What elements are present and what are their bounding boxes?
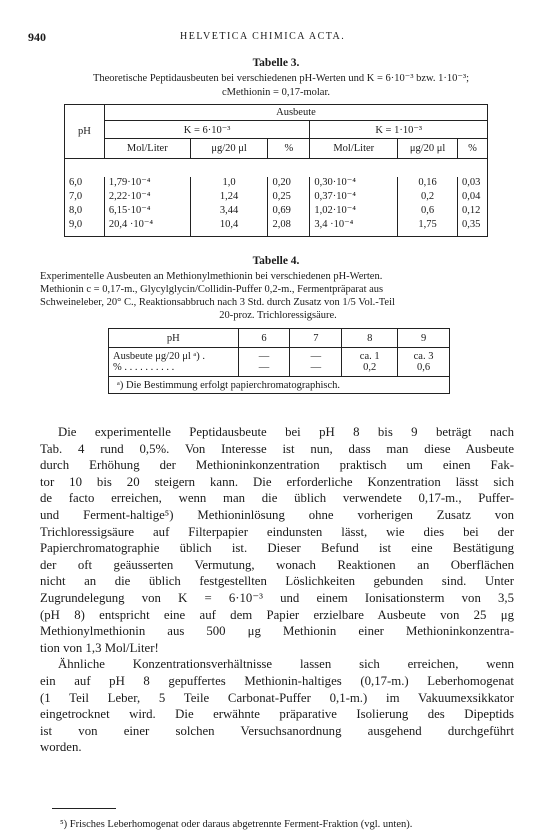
text-line: (1 Teil Leber, 5 Teile Carbonat-Puffer 0,1-m.) im Vakuumexsikkator [40,690,514,705]
running-title: HELVETICA CHIMICA ACTA. [180,31,346,42]
table4 [108,328,450,394]
table3-cell-pct2: 0,12 [457,205,487,219]
text-line: Papierchromatographie üblich ist. Dieser Befund ist eine Bestätigung [40,541,514,556]
table3-sub-mol2: Mol/Liter [310,139,398,159]
table3-cell-mol1: 20,4 ·10⁻⁴ [104,219,190,237]
table-row [109,362,450,377]
table3-cell-ug2: 1,75 [398,219,458,237]
table3-cell-ug2: 0,16 [398,177,458,191]
text-line: Tab. 4 rund 0,5%. Von Interesse ist nun, dass man diese Ausbeute [40,441,514,456]
table3-cell-mol1: 1,79·10⁻⁴ [104,177,190,191]
text-line: Die experimentelle Peptidausbeute bei pH 8 bis 9 beträgt nach [58,425,514,439]
table3-sub-mol1: Mol/Liter [104,139,190,159]
table3-cell-pct2: 0,03 [457,177,487,191]
table4-row1-label: Ausbeute μg/20 μl ᵃ) . [109,348,239,363]
text-line: tor 10 bis 20 steigern kann. Die erforderliche Konzentration lässt sich [40,474,514,489]
table3-header-group2: K = 1·10⁻³ [310,121,488,139]
table-row [65,219,488,237]
table3-cell-pct1: 0,25 [268,191,310,205]
table3-sub-pct1: % [268,139,310,159]
page-number: 940 [28,30,46,44]
text-line: der oft geäusserten Vermutung, wonach Reaktionen an Oberflächen [40,557,514,572]
table4-caption: Tabelle 4. [252,255,300,267]
table4-cell: — [238,348,290,363]
table3-cell-mol2: 0,30·10⁻⁴ [310,177,398,191]
table4-description-line1: Experimentelle Ausbeuten an Methionylmethionin bei verschiedenen pH-Werten. [40,271,383,282]
table4-cell: 0,2 [342,362,398,377]
table3-cell-pct1: 0,69 [268,205,310,219]
table-row [65,191,488,205]
table3-cell-pct2: 0,04 [457,191,487,205]
table3-cell-ph: 7,0 [65,191,105,205]
footnote-rule [52,808,116,809]
table3-cell-ug1: 1,24 [190,191,268,205]
table4-footnote: ᵃ) Die Bestimmung erfolgt papierchromatographisch. [109,377,450,394]
table3-cell-ug1: 1,0 [190,177,268,191]
table3-cell-ph: 6,0 [65,177,105,191]
table4-cell: ca. 3 [398,348,450,363]
table3-cell-ug1: 10,4 [190,219,268,237]
table4-header-ph-6: 6 [238,329,290,348]
text-line: (pH 8) entspricht eine auf dem Papier erzielbare Ausbeute von 25 μg [40,607,514,622]
table-row [65,177,488,191]
table4-description-line2: Methionin c = 0,17-m., Glycylglycin/Collidin-Puffer 0,2-m., Fermentpräparat aus [40,284,384,295]
table3-description-line2: cMethionin = 0,17-molar. [222,87,330,98]
text-line: nicht an die üblich festgestellten Löslichkeiten gebunden sind. Unter [40,574,514,589]
table-row [65,205,488,219]
body-text [40,424,514,756]
text-line: Trichloressigsäure auf Filterpapier eindunsten lässt, wie dies bei der [40,524,514,539]
table3-cell-mol2: 0,37·10⁻⁴ [310,191,398,205]
table3-cell-pct1: 2,08 [268,219,310,237]
table4-cell: 0,6 [398,362,450,377]
table4-row2-label: % . . . . . . . . . . [109,362,239,377]
table3-header-ausbeute: Ausbeute [104,105,487,121]
table4-cell: ca. 1 [342,348,398,363]
text-line: de facto erreichen, wenn man die üblich verwendete 0,17-m., Puffer- [40,491,514,506]
table4-description-line3: Schweineleber, 20° C., Reaktionsabbruch nach 3 Std. durch Zusatz von 1/5 Vol.-Teil [40,297,395,308]
table4-cell: — [238,362,290,377]
table3-description-line1: Theoretische Peptidausbeuten bei verschiedenen pH-Werten und K = 6·10⁻³ bzw. 1·10⁻³; [92,73,470,84]
paragraph-2 [40,656,514,756]
table3-cell-pct1: 0,20 [268,177,310,191]
table3-cell-ph: 8,0 [65,205,105,219]
text-line: und Ferment-haltige⁵) Methioninlösung ohne vorherigen Zusatz von [40,507,514,522]
table3-cell-mol1: 2,22·10⁻⁴ [104,191,190,205]
table4-cell: — [290,348,342,363]
text-line: ein auf pH 8 gepuffertes Methionin-haltiges (0,17-m.) Leberhomogenat [40,673,514,688]
table4-header-ph-7: 7 [290,329,342,348]
text-line: ist von einer solchen Versuchsanordnung ausgehend durchgeführt [40,723,514,738]
text-line: worden. [40,740,82,755]
text-line: tion von 1,3 Mol/Liter! [40,640,159,655]
footnote: ⁵) Frisches Leberhomogenat oder daraus abgetrennte Ferment-Fraktion (vgl. unten). [60,819,413,830]
table4-description [40,270,516,322]
table4-header-ph-9: 9 [398,329,450,348]
table-row [109,348,450,363]
text-line: Methionylmethionin aus 500 μg Methionin einer Methioninkonzentra- [40,624,514,639]
table3-header-ph: pH [65,105,105,159]
table3-sub-ug2: μg/20 μl [398,139,458,159]
text-line: durch Erhöhung der Methioninkonzentration praktisch um einen Fak- [40,458,514,473]
table3-cell-pct2: 0,35 [457,219,487,237]
table3-cell-ug2: 0,6 [398,205,458,219]
text-line: eingetrocknet wird. Die erwähnte präparative Isolierung des Dipeptids [40,707,514,722]
table3-caption: Tabelle 3. [252,57,300,69]
table3-cell-ph: 9,0 [65,219,105,237]
table3 [64,104,488,237]
table4-header-ph: pH [109,329,239,348]
table3-cell-mol2: 3,4 ·10⁻⁴ [310,219,398,237]
table4-cell: — [290,362,342,377]
table3-cell-ug1: 3,44 [190,205,268,219]
paragraph-1 [40,424,514,656]
table4-header-ph-8: 8 [342,329,398,348]
table3-cell-mol1: 6,15·10⁻⁴ [104,205,190,219]
text-line: Zugrundelegung von K = 6·10⁻³ und einem Ionisationsterm von 3,5 [40,590,514,605]
text-line: Ähnliche Konzentrationsverhältnisse lassen sich erreichen, wenn [58,657,514,672]
table3-cell-mol2: 1,02·10⁻⁴ [310,205,398,219]
table3-cell-ug2: 0,2 [398,191,458,205]
table3-sub-ug1: μg/20 μl [190,139,268,159]
table3-header-group1: K = 6·10⁻³ [104,121,309,139]
table4-description-line4: 20-proz. Trichloressigsäure. [219,310,337,321]
table3-sub-pct2: % [457,139,487,159]
